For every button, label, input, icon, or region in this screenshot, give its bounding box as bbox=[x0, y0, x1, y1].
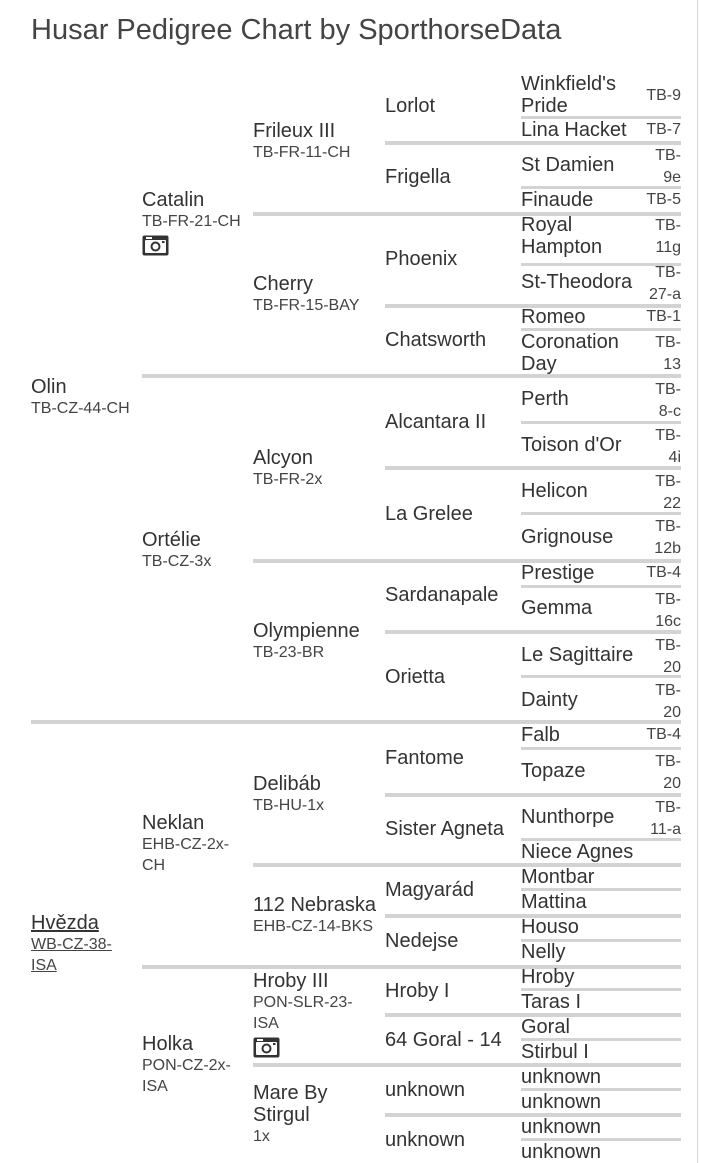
horse-name: Cherry bbox=[253, 273, 314, 295]
horse-name: Nelly bbox=[521, 941, 566, 963]
gen4-name: Sardanapale bbox=[385, 584, 499, 606]
horse-name: Dainty bbox=[521, 689, 578, 711]
horse-name: Nunthorpe bbox=[521, 806, 615, 828]
horse-name: Le Sagittaire bbox=[521, 644, 634, 666]
horse-name: Toison d'Or bbox=[521, 434, 622, 456]
horse-code: TB-9 bbox=[646, 87, 681, 104]
separator bbox=[253, 863, 681, 867]
horse-name: St-Theodora bbox=[521, 271, 633, 293]
horse-name: Falb bbox=[521, 724, 560, 746]
horse-name: Finaude bbox=[521, 189, 594, 211]
horse-name: Neklan bbox=[142, 812, 205, 834]
separator bbox=[521, 585, 681, 588]
gen3-cell bbox=[253, 273, 359, 316]
horse-code: TB-FR-2x bbox=[253, 471, 323, 488]
horse-name: Holka bbox=[142, 1033, 194, 1055]
horse-name: unknown bbox=[521, 1066, 602, 1088]
horse-code: TB-4i bbox=[655, 427, 681, 466]
horse-name: Taras I bbox=[521, 991, 582, 1013]
horse-code: TB-11g bbox=[655, 217, 681, 256]
gen3-cell bbox=[253, 773, 324, 816]
horse-code: TB-9e bbox=[655, 147, 681, 186]
horse-name: Romeo bbox=[521, 306, 586, 328]
gen4-name: Phoenix bbox=[385, 248, 458, 270]
gen3-cell bbox=[253, 620, 360, 663]
horse-code: TB-11-a bbox=[650, 799, 681, 838]
separator bbox=[385, 141, 681, 145]
horse-name: Mare By Stirgul bbox=[253, 1082, 328, 1126]
sire-cell bbox=[31, 376, 130, 419]
gen4-name: Alcantara II bbox=[385, 411, 487, 433]
horse-code: TB-7 bbox=[646, 121, 681, 138]
horse-name: Houso bbox=[521, 916, 579, 938]
horse-code: TB-20 bbox=[655, 637, 681, 676]
separator bbox=[521, 747, 681, 750]
gen2-cell bbox=[142, 812, 247, 876]
horse-name: Prestige bbox=[521, 562, 595, 584]
gen4-name: Orietta bbox=[385, 666, 446, 688]
horse-code: TB-27-a bbox=[648, 264, 681, 303]
gen2-cell bbox=[142, 189, 241, 256]
horse-code: TB-4 bbox=[646, 726, 681, 743]
horse-name: Olympienne bbox=[253, 620, 360, 642]
horse-name: Delibáb bbox=[253, 773, 321, 795]
gen3-cell bbox=[253, 447, 322, 490]
horse-code: TB-FR-15-BAY bbox=[253, 297, 360, 314]
horse-name: Royal Hampton bbox=[521, 214, 603, 258]
horse-code: TB-22 bbox=[655, 473, 681, 512]
horse-code: TB-CZ-3x bbox=[142, 553, 212, 570]
separator bbox=[385, 793, 681, 797]
horse-name: Gemma bbox=[521, 597, 593, 619]
horse-code: TB-23-BR bbox=[253, 644, 325, 661]
gen4-name: unknown bbox=[385, 1079, 466, 1101]
horse-name: Hroby III bbox=[253, 970, 329, 992]
horse-code: 1x bbox=[253, 1128, 270, 1145]
horse-code-link[interactable]: WB-CZ-38-ISA bbox=[31, 936, 112, 974]
gen4-name: 64 Goral - 14 bbox=[385, 1029, 502, 1051]
separator bbox=[385, 630, 681, 634]
horse-code: EHB-CZ-14-BKS bbox=[253, 918, 374, 935]
horse-name: Ortélie bbox=[142, 529, 201, 551]
page-title: Husar Pedigree Chart by SporthorseData bbox=[31, 14, 562, 46]
horse-name: Frileux III bbox=[253, 120, 336, 142]
horse-name: Stirbul I bbox=[521, 1041, 589, 1063]
separator bbox=[253, 1063, 681, 1067]
gen4-name: Hroby I bbox=[385, 980, 450, 1002]
horse-name: Grignouse bbox=[521, 526, 614, 548]
horse-code: TB-16c bbox=[655, 591, 681, 630]
gen4-name: Magyarád bbox=[385, 879, 474, 901]
horse-name: Lina Hacket bbox=[521, 119, 627, 141]
horse-code: TB-1 bbox=[646, 308, 681, 325]
camera-icon[interactable] bbox=[142, 235, 169, 256]
horse-name: Topaze bbox=[521, 760, 586, 782]
gen3-cell bbox=[253, 1082, 363, 1147]
gen2-cell bbox=[142, 1033, 247, 1097]
gen4-name: Fantome bbox=[385, 747, 464, 769]
gen3-cell bbox=[253, 894, 388, 937]
dam-cell[interactable] bbox=[31, 912, 136, 976]
separator bbox=[385, 466, 681, 470]
horse-code: PON-CZ-2x-ISA bbox=[142, 1057, 231, 1095]
horse-name: St Damien bbox=[521, 154, 615, 176]
horse-name-link[interactable]: Hvězda bbox=[31, 912, 99, 934]
camera-icon[interactable] bbox=[253, 1037, 280, 1058]
gen3-cell bbox=[253, 120, 350, 163]
separator bbox=[31, 720, 681, 724]
gen4-name: Lorlot bbox=[385, 95, 436, 117]
horse-name: Alcyon bbox=[253, 447, 314, 469]
horse-name: Olin bbox=[31, 376, 67, 398]
horse-code: TB-8-c bbox=[655, 381, 681, 420]
horse-name: Helicon bbox=[521, 480, 588, 502]
gen2-cell bbox=[142, 529, 211, 572]
gen4-name: Sister Agneta bbox=[385, 818, 504, 840]
horse-code: TB-20 bbox=[655, 682, 681, 721]
separator bbox=[253, 559, 681, 563]
horse-code: TB-4 bbox=[646, 564, 681, 581]
gen3-cell bbox=[253, 970, 373, 1058]
gen4-name: Nedejse bbox=[385, 930, 459, 952]
separator bbox=[142, 965, 681, 969]
horse-name: unknown bbox=[521, 1091, 602, 1113]
horse-name: Goral bbox=[521, 1016, 570, 1038]
gen4-name: unknown bbox=[385, 1129, 466, 1151]
horse-name: Winkfield's Pride bbox=[521, 73, 616, 117]
horse-name: unknown bbox=[521, 1141, 602, 1163]
horse-code: PON-SLR-23-ISA bbox=[253, 994, 353, 1032]
gen4-name: Chatsworth bbox=[385, 329, 487, 351]
horse-code: TB-12b bbox=[654, 518, 681, 557]
horse-code: TB-FR-21-CH bbox=[142, 213, 241, 230]
horse-code: TB-HU-1x bbox=[253, 797, 325, 814]
gen4-name: Frigella bbox=[385, 166, 451, 188]
horse-name: Mattina bbox=[521, 891, 587, 913]
horse-code: TB-13 bbox=[655, 334, 681, 373]
horse-code: TB-FR-11-CH bbox=[253, 144, 351, 161]
gen4-name: La Grelee bbox=[385, 503, 473, 525]
horse-code: TB-5 bbox=[646, 191, 681, 208]
horse-code: TB-CZ-44-CH bbox=[31, 400, 130, 417]
horse-name: Coronation Day bbox=[521, 331, 619, 375]
frame-border bbox=[697, 0, 698, 1163]
horse-name: Niece Agnes bbox=[521, 841, 634, 863]
horse-name: 112 Nebraska bbox=[253, 894, 377, 916]
horse-name: Perth bbox=[521, 388, 569, 410]
horse-code: EHB-CZ-2x-CH bbox=[142, 836, 230, 874]
horse-name: Catalin bbox=[142, 189, 205, 211]
horse-name: Montbar bbox=[521, 866, 595, 888]
horse-name: unknown bbox=[521, 1116, 602, 1138]
horse-name: Hroby bbox=[521, 966, 575, 988]
horse-code: TB-20 bbox=[655, 753, 681, 792]
